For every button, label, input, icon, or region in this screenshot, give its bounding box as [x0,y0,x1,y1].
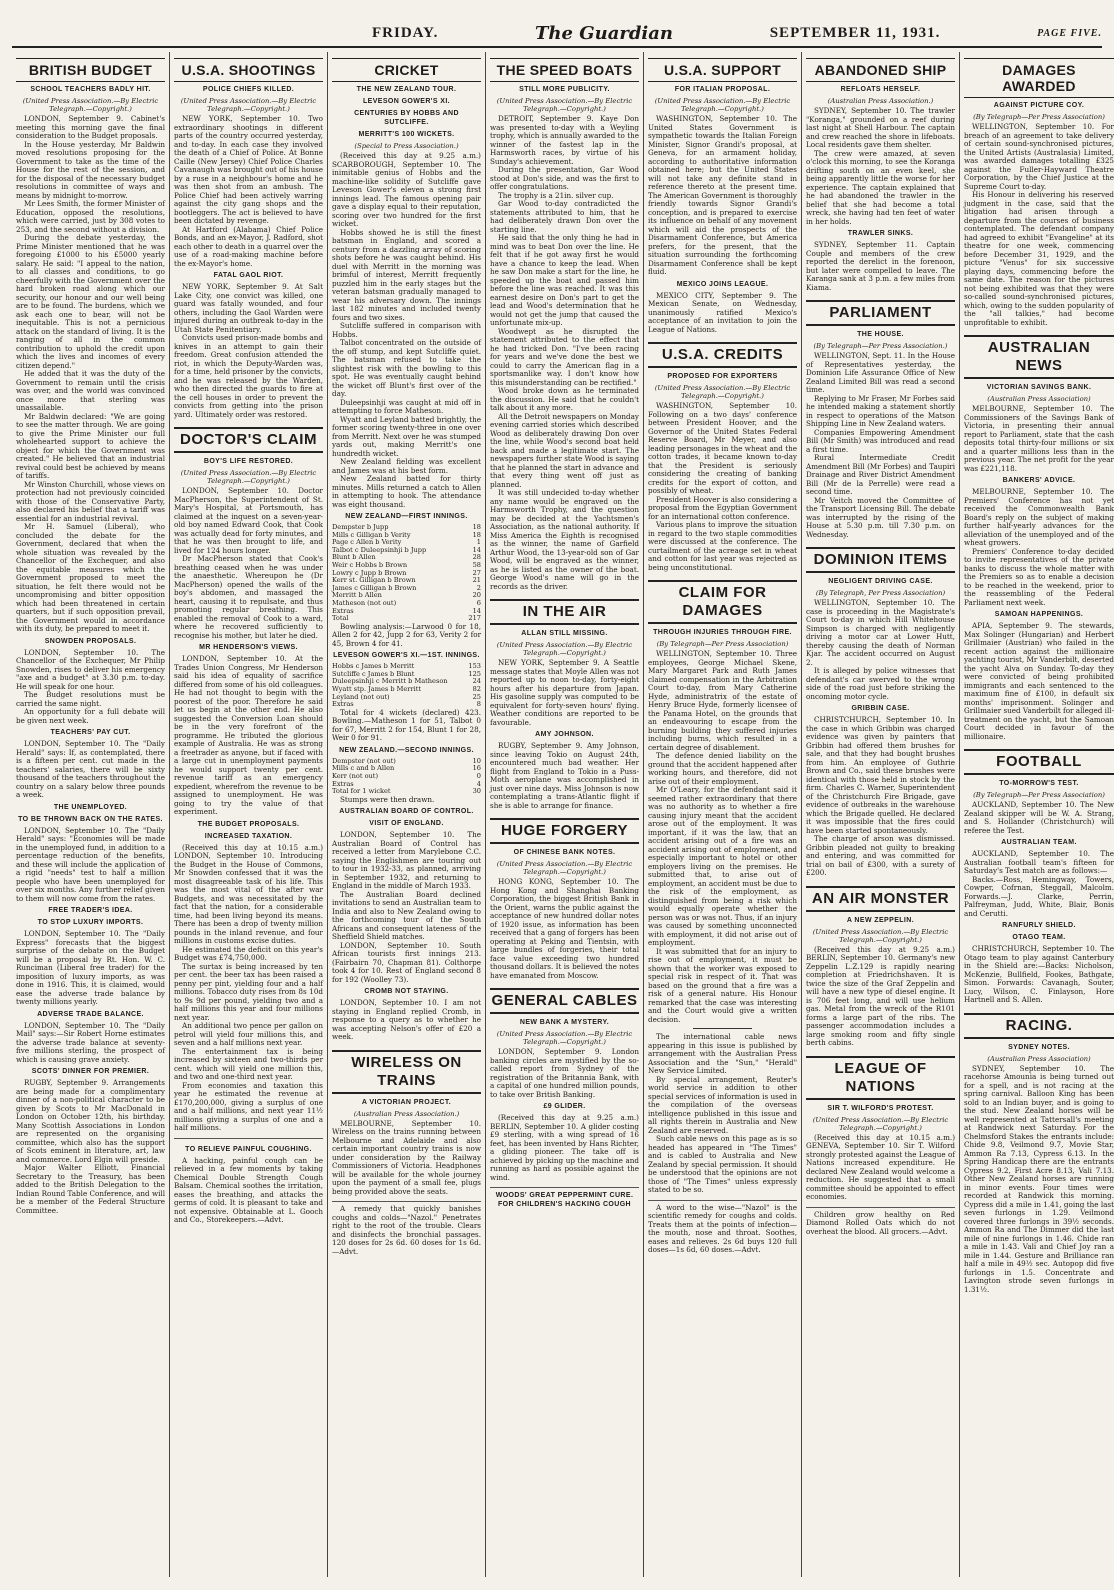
masthead [12,20,1102,48]
article-paragraph: By special arrangement, Reuter's world service in addition to other special services of information is used in the compilation of the overseas intelligence published in this issue and all rights therein in Australia and New Zealand are reserved. [648,1074,797,1135]
article-paragraph: Woodwept as he disrupted the statement attributed to the effect that he had tricked Don. "I've been racing for years and we've done the best we could to carry the American flag in a sportsmanlike way. I don't know how this misunderstanding can be rectified." [490,326,639,387]
article-paragraph: Rural Intermediate Credit Amendment Bill (Mr Forbes) and Taupiri Drainage and River District Amendment Bill (Mr de la Perrelle) were read a second time. [806,453,955,496]
credit-line: (Australian Press Association) [987,1054,1091,1063]
subhead: AMY JOHNSON. [535,731,594,738]
subhead: AUSTRALIAN BOARD OF CONTROL. [339,808,474,816]
article-paragraph: His Honour in delivering his reserved judgment in the case, said that the litigation had arisen through a departure from the courses of business contemplated. The defendant company had agreed to exhibit "Evangeline" at its theatre for one week, commencing before December 31, 1929, and the picture "Venus" for six successive playing days, commencing before the same date. The reason for the pictures not being exhibited was that they were so-called sound-synchronised pictures, which, owing to the sudden popularity of the "all talkies," had become unprofitable to exhibit. [964,190,1114,327]
headline-damages-awarded: DAMAGES AWARDED [964,58,1114,98]
article-paragraph: NEW YORK, September 9. At Salt Lake City, one convict was killed, one guard was fatally wounded, and four others, including the Gaol Warden were injured during an outbreak to-day in the Utah State Penitentiary. [174,282,323,334]
article-paragraph: It was still undecided to-day whether any name would be engraved on the Harmsworth Trophy, and the question may be decided at the Yachtsmen's Association, as the national authority. If Miss America the Eighth is recognised as the winner, the name of Garfield Arthur Wood, the 13-year-old son of Gar Wood, will be engraved as the winner, as he is listed as the owner of the boat. George Wood's name will go in the records as the driver. [490,488,639,591]
article-paragraph: Major Walter Elliott, Financial Secretary to the Treasury, has been added to the British Delegation to the Indian Round Table Conference, and will be a member of the Federal Structure Committee. [16,1163,165,1215]
credit-line: (Australian Press Association.) [353,1109,460,1118]
credit-line: (United Press Association.—By Electric Telegraph.—Copyright.) [180,469,317,485]
advertisement [174,1138,323,1225]
article-paragraph: AUCKLAND, September 10. The Australian football team's fifteen for Saturday's Test match are as follows:— [964,849,1114,875]
divider [693,1028,753,1029]
columns [12,52,1114,1577]
headline-wireless-on-trains: WIRELESS ON TRAINS [332,1050,481,1094]
article-paragraph: Wyatt and Leyland batted brightly, the former scoring twenty-three in one over from Merritt. Next over he was stumped yards out, making Merritt's one hundredth wicket. [332,414,481,458]
table-row: Page c Allen b Verity 1 [332,538,481,547]
headline-usa-support: U.S.A. SUPPORT [648,58,797,82]
table-row: Leyland (not out) 25 [332,692,481,701]
subhead: BANKERS' ADVICE. [1002,477,1076,484]
article-paragraph: During the debate yesterday, the Prime Minister mentioned that he was foregoing £1000 to his £5000 yearly salary. He said: "I appeal to the nation, to all classes and conditions, to go cheerfully with the Government over the hard broken road along which our security, our honour and our well being are to be found. The burdens, which we ask each one to bear, will not be inequitable. This is not a pernicious attack on the standard of living. It is the ranging of all in the common contribution to uphold the credit upon which the lives and incomes of every citizen depend." [16,233,165,370]
subhead: SCHOOL TEACHERS BADLY HIT. [30,86,151,93]
article-paragraph: LONDON, September 10. The "Daily Mail" says:—Sir Robert Horne estimates the adverse trade balance at seventy-five millions sterling, the prospect of which is causing grave anxiety. [16,1020,165,1064]
headline-racing: RACING. [964,1013,1114,1039]
article-paragraph: LONDON, September 10. The Australian Board of Control has received a letter from Marylebone C.C. saying the Englishmen are touring out to tour in 1932-33, as planned, arriving in September 1932, and returning to England in the middle of March 1933. [332,830,481,891]
table-row: Matheson (not out) 6 [332,598,481,607]
article-paragraph: LONDON, September 10. The "Daily Herald" says: If, as contemplated, there is a fifteen per cent. cut made in the teachers' salaries, there will be sixty thousand of the teachers throughout the country on a salary below three pounds a week. [16,739,165,799]
headline-usa-credits: U.S.A. CREDITS [648,342,797,368]
article-paragraph: Replying to Mr Fraser, Mr Forbes said he intended making a statement shortly in respect to operations of the Matson Shipping Line in New Zealand waters. [806,393,955,428]
scorecard-title: LEVESON GOWER'S XI.—1ST. INNINGS. [333,652,480,660]
article-paragraph: WELLINGTON, September 10. Three employees, George Michael Skene, Mary Margaret Park and Ruth James claimed compensation in the Arbitration Court to-day, from Mary Catherine Hyde, administratrix of the estate of Henry Bruce Hyde, formerly licensee of the Panama Hotel, on the grounds that an endeavouring to escape from the burning building they suffered injuries including burns, which resulted in a certain degree of disablement. [648,649,797,752]
credit-line: (United Press Association.—By Electric Telegraph.—Copyright.) [496,97,633,113]
article-paragraph: Total for 4 wickets (declared) 423. Bowling.—Matheson 1 for 51, Talbot 0 for 67, Merritt 2 for 154, Blunt 1 for 28, Weir 0 for 91. [332,707,481,743]
article-paragraph: The entertainment tax is being increased by sixteen and two-thirds per cent. which will yield one million this, and two and one-third next year. [174,1046,323,1081]
table-row: Mills c Gilligan b Verity 18 [332,530,481,539]
article-paragraph: At Hartford (Alabama) Chief Police Bonds, and an ex-Mayor, J. Radford, shot each other to death in a quarrel over the use of a road-making machine before the ex-Mayor's home. [174,224,323,268]
table-row: Extras 8 [332,700,481,709]
article-paragraph: LONDON, September 10. The Chancellor of the Exchequer, Mr Philip Snowden, rises to deliver his emergency "axe and a budget" at 3.30 p.m. to-day. He will speak for one hour. [16,647,165,691]
subhead: TO BE THROWN BACK ON THE RATES. [18,815,163,823]
masthead-page-number: PAGE FIVE. [1037,27,1102,39]
credit-line: (By Telegraph—Per Press Association.) [813,342,948,350]
credit-line: (United Press Association.—By Electric Telegraph.—Copyright.) [654,97,791,113]
article-paragraph: LONDON, September 9. London banking circles are mystified by the so-called report from Sydney of the registration of the Britannia Bank, with a capital of one hundred million pounds, to take over British Banking. [490,1047,639,1099]
table-row: Dempster (not out) 10 [332,756,481,765]
article-paragraph: In the House yesterday, Mr Baldwin moved resolutions proposing for the Government to take as the time of the House for the rest of the session, and for the disposal of the necessary budget resolutions in committee of ways and means by midnight to-morrow. [16,139,165,200]
credit-line: (By Telegraph—Per Press Association) [973,113,1105,121]
article-paragraph: The international cable news appearing in this issue is published by arrangement with the Australian Press Association and the "Sun," "Herald" New Service Limited. [648,1032,797,1075]
article-paragraph: Duleepsinhji was caught at mid off in attempting to force Matheson. [332,397,481,415]
article-paragraph: AUCKLAND, September 10. The New Zealand skipper will be W. A. Strang, and S. Hollander (Christchurch) will referee the Test. [964,800,1114,835]
subhead: MEXICO JOINS LEAGUE. [676,280,769,288]
article-paragraph: MELBOURNE, September 10. The Premiers' Conference has not yet received the Commonwealth Bank Board's reply on the subject of making further half-yearly advances for the alleviation of the unemployed and of the wheat growers. [964,487,1114,547]
headline-abandoned-ship: ABANDONED SHIP [806,58,955,82]
article-paragraph: CHRISTCHURCH, September 10. The Otago team to play against Canterbury in the Shield are:—Backs: Nicholson, McKenzie, Bullfield, Fookes, Bathgate, Simon. Forwards: Cavanagh, Souter, Lucy, Wilson, C. Finlayson, Hore Hartnell and S. Allen. [964,944,1114,1004]
table-row: Talbot c Duleepsinhji b Jupp 14 [332,545,481,554]
credit-line: (Special to Press Association.) [354,142,459,150]
subhead: FATAL GAOL RIOT. [213,272,284,279]
article-paragraph: Wood broke down as he terminated the discussion. He said that he couldn't talk about it any more. [490,386,639,412]
article-paragraph: Mr H. Samuel (Liberal), who concluded the debate for the Government, declared that when the whole situation was revealed by the Chancellor of the Exchequer, and also the equitable measures which the Government proposed to meet the situation, he felt there would not be uncompromising and bitter opposition which had been threatened in certain quarters, but if such opposition prevail, the Government would in accordance with its duty, be prepared to meet it. [16,522,165,633]
credit-line: (By Telegraph—Per Press Association) [656,640,789,648]
subhead: MERRITT'S 100 WICKETS. [358,131,455,138]
subhead: SYDNEY NOTES. [1008,1043,1070,1051]
subhead: RANFURLY SHIELD. [1002,922,1076,929]
table-row: James c Gilligan b Brown 2 [332,583,481,592]
scorecard-table-3 [332,758,481,796]
article-paragraph: The charge of arson was dismissed. Gribbin pleaded not guilty to breaking and entering, and was committed for trial on bail of £300, with a surety of £200. [806,834,955,877]
headline-general-cables: GENERAL CABLES [490,988,639,1014]
table-row: Extras 4 [332,779,481,788]
headline-speed-boats: THE SPEED BOATS [490,58,639,82]
article-paragraph: WELLINGTON, September 10. The case is proceeding in the Magistrate's Court to-day in which Hill Whitehouse Simpson is charged with negligently driving a motor car at Lower Hutt, thereby causing the death of Norman Kjar. The accident occurred on August 2. [806,598,955,667]
column-1 [12,52,170,1577]
article-paragraph: (Received this day at 10.15 a.m.) GENEVA, September 10. Sir T. Wilford strongly protested against the League of Nations increased expenditure. He declared New Zealand would welcome a reduction. He suggested that a small committee should be appointed to effect economies. [806,1132,955,1201]
table-row: Total 217 [332,614,481,623]
headline-claim-for-damages: CLAIM FOR DAMAGES [648,580,797,624]
article-paragraph: MELBOURNE, September 10. Wireless on the trains running between Melbourne and Adelaide and also certain important country trains is now under consideration by the Railway Commissioners of Victoria. Headphones will be available for the whole journey upon the payment of a small fee, plugs being provided above the seats. [332,1118,481,1196]
article-paragraph: MEXICO CITY, September 9. The Mexican Senate, on Wednesday, unanimously ratified Mexico's acceptance of an invitation to join the League of Nations. [648,290,797,334]
subhead: PROPOSED FOR EXPORTERS [667,373,778,380]
table-row: Merritt b Allen 20 [332,591,481,600]
advert-text: A remedy that quickly banishes coughs and colds—"Nazol." Penetrates right to the root of the trouble. Clears and disinfects the bronchial passages. 120 doses for 2s 6d. 60 doses for 1s 6d.—Advt. [332,1201,481,1256]
article-paragraph: Companies Empowering Amendment Bill (Mr Smith) was introduced and read a first time. [806,427,955,454]
subhead: TO STOP LUXURY IMPORTS. [37,919,144,926]
headline-parliament: PARLIAMENT [806,300,955,326]
article-paragraph: WASHINGTON, September 10. The United States Government is sympathetic towards the Italian Foreign Minister, Signor Grandi's proposal, at Geneva, for an armament holiday, according to authoritative information obtained here; but the United States will not take any definite stand in reference thereto at the present time. The American Government is thoroughly friendly towards Signor Grandi's conception, and is prepared to exercise its influence on behalf of any movement which will aid the prospects of the Disarmament Conference, but America prefers, for the present, that the situation surrounding the forthcoming Disarmament Conference shall be kept fluid. [648,114,797,276]
article-paragraph: Mr Lees Smith, the former Minister of Education, opposed the resolutions, which were carried, just by 308 votes to 253, and the second without a division. [16,199,165,234]
article-paragraph: Stumps were then drawn. [340,794,435,804]
table-row: Hobbs c James b Merritt 153 [332,662,481,671]
article-paragraph: NEW YORK, September 10. Two extraordinary shootings in different parts of the country occurred yesterday, and to-day. In each case they involved the death of a Chief of Police. At Bonne Caille (New Jersey) Chief Police Charles Cavanaugh was brought out of his house by a ruse in a neighbour's home and he was then shot from an ambush. The Police Chief had been actively warring against the city gang shops and the bootleggers. The act is believed to have been dictated by revenge. [174,114,323,225]
advert-text: Children grow healthy on Red Diamond Rolled Oats which do not overheat the blood. All grocers.—Advt. [806,1207,955,1237]
advert-text: A hacking, painful cough can be relieved in a few moments by taking Chemical Double Strength Cough Balsam. Chemical soothes the irritation, eases the breathing, and attacks the germs of cold. It is pleasant to take and not expensive. Obtainable at L. Gooch and Co., Storekeepers.—Advt. [174,1155,323,1224]
article-paragraph: Mr Veitch moved the Committee of the Transport Licensing Bill. The debate was interrupted by the rising of the House at 5.30 p.m. till 7.30 p.m. on Wednesday. [806,495,955,539]
article-paragraph: He estimated the deficit on this year's Budget was £74,750,000. [174,944,323,962]
scorecard-title: NEW ZEALAND.—SECOND INNINGS. [339,746,474,754]
masthead-day: FRIDAY. [372,24,439,41]
article-paragraph: Convicts used prison-made bombs and knives in an attempt to gain their freedom. Great confusion attended the riot, in which the Deputy-Warden was, for a time, held prisoner by the convicts, and he was released by the Warden, who then directed the guards to fire at the cell houses in order to prevent the convicts from getting into the prison yard. Ultimately order was restored. [174,333,323,419]
credit-line: (United Press Association.—By Electric Telegraph.—Copyright.) [496,1030,633,1046]
article-paragraph: LONDON, September 9. Cabinet's meeting this morning gave the final consideration to the Budget proposals. [16,114,165,140]
table-row: Extras 14 [332,606,481,615]
subhead: ALLAN STILL MISSING. [521,630,608,637]
subhead: TEACHERS' PAY CUT. [50,729,131,736]
article-paragraph: The Australian Board declined invitations to send an Australian team to India and also to New Zealand owing to the forthcoming tour of the South Africans and consequent lateness of the Sheffield Shield matches. [332,889,481,942]
subhead: CENTURIES BY HOBBS AND SUTCLIFFE. [354,110,459,126]
article-paragraph: From economies and taxation this year he estimated the revenue at £170,200,000, giving a surplus of one and a half millions, and next year 11½ millions giving a surplus of one and a half millions. [174,1080,323,1132]
subhead: INCREASED TAXATION. [204,832,293,840]
article-paragraph: Gar Wood to-day contradicted the statements attributed to him, that he had deliberately drawn Don over the starting line. [490,199,639,234]
article-paragraph: LONDON, September 10. Doctor MacPherson, the Superintendent of St. Mary's Hospital, at Portsmouth, has claimed at the inquest on a seven-year-old boy named Edward Cook, that Cook was actually dead for forty minutes, and that he was then brought to life, and lived for 124 hours longer. [174,486,323,555]
article-paragraph: Bowling analysis:—Larwood 0 for 18, Allen 2 for 42, Jupp 2 for 63, Verity 2 for 45, Brown 4 for 41. [332,621,481,648]
article-paragraph: LONDON, September 10. The "Daily Express" forecasts that the biggest surprise of the debate on the Budget will be a proposal by Rt. Hon. W. C. Runciman (Liberal free trader) for the imposition of luxury imports, as was done in 1916. This, it is claimed, would ease the adverse trade balance by twenty millions yearly. [16,929,165,1006]
article-paragraph: The crew were amazed, at seven o'clock this morning, to see the Koranga drifting south on an even keel, she being apparently little the worse for her experience. The captain explained that he had abandoned the trawler in the belief that she had become a total wreck, she having had ten feet of water in her holds. [806,148,955,226]
subhead: NEW BANK A MYSTERY. [519,1019,610,1026]
subhead: AGAINST PICTURE COY. [993,102,1085,109]
column-2 [170,52,328,1577]
subhead: SAMOAN HAPPENINGS. [994,611,1084,618]
credit-line: (United Press Association.—By Electric Telegraph.—Copyright.) [654,384,791,400]
article-paragraph: The defence denied liability on the ground that the accident happened after working hours, and therefore, did not arise out of their employment. [648,751,797,786]
article-paragraph: WELLINGTON, September 10. For breach of an agreement to take delivery of certain sound-synchronised pictures, the United Artists (Australasia) Limited, was awarded damages totalling £325 against the Fuller-Hayward Theatre Corporation, by the Chief Justice at the Supreme Court to-day. [964,122,1114,191]
article-paragraph: WASHINGTON, September 10. Following on a two days' conference between President Hoover, and the Governor of the United States Federal Reserve Board, Mr Meyer, and also leading personages in the wheat and the cotton trades, it became known to-day that the President is seriously considering the creating of banking credits for the export of cotton, and possibly of wheat. [648,401,797,495]
subhead: THE HOUSE. [857,331,904,338]
column-6 [802,52,960,1577]
subhead: THE BUDGET PROPOSALS. [197,820,300,828]
article-paragraph: SYDNEY, September 10. The racehorse Amounia is being turned out for a spell, and is not racing at the spring carnival. Balloon King has been sold to an Indian buyer, and is going to the stud. New Zealand horses will be well represented at Tattersall's meeting at Randwick next Saturday. For the Chelmsford Stakes the entrants include: Chide 9.8, Veilmond 9.7, Movie Star, Ammon Ra 7.13, Cypress 6.13. In the Spring Handicap there are the entrants Cypress 9.2, First Acre 8.13, Vali 7.13. Other New Zealand horses are running in minor events. Four times were recorded at Randwick this morning. Cypress did a mile in 1.41, going the last seven furlongs in 1.29. Veilmond covered three furlongs in 39½ seconds. Ammon Ra and The Dimmer did the last mile of nine furlongs in 1.46. Chide ran a mile in 1.43. Vali and Chief Joy ran a mile in 1.44. Gesture and Brilliance ran half a mile in 49½ sec. Autopop did five furlongs in 1.5. Concentrate and Lavington strode seven furlongs in 1.31½. [964,1063,1114,1294]
article-paragraph: New Zealand fielding was excellent and James was at his best form. [332,457,481,475]
table-row: Mills c and b Allen 16 [332,764,481,773]
article-paragraph: (Received this day at 9.25 a.m.) BERLIN, September 10. Germany's new Zeppelin L.Z.129 is rapidly nearing completion at Friedrichshaven. It is twice the size of the Graf Zeppelin and will have a new type of diesel engine. It is 706 feet long, and will use helium gas. Metal from the wreck of the R101 forms a large part of the ribs. The passenger accommodation includes a large smoking room and fifty single berth cabins. [806,944,955,1047]
article-paragraph: It was submitted that for an injury to rise out of employment, it must be shown that the worker was exposed to special risk in respect of it. That was based on the ground that a fire was a risk of a general nature. His Honour remarked that the case was interesting and the Court would give a written decision. [648,946,797,1024]
article-paragraph: LONDON, September 10. I am not staying in England replied Cromb, in response to a query as to whether he was accepting Nelson's offer of £20 a week. [332,998,481,1042]
subhead: NEGLIGENT DRIVING CASE. [828,578,933,585]
table-row: Sutcliffe c James b Blunt 125 [332,669,481,678]
headline-in-the-air: IN THE AIR [490,599,639,625]
headline-football: FOOTBALL [964,749,1114,775]
advert-headline: TO RELIEVE PAINFUL COUGHING. [185,1145,312,1153]
credit-line: (United Press Association.—By Electric Telegraph.—Copyright.) [180,97,317,113]
credit-line: (United Press Association.—By Electric Telegraph.—Copyright.) [496,860,633,876]
column-5 [644,52,802,1577]
article-paragraph: He added that it was the duty of the Government to remain until the crisis was over, and the world was convinced once more that sterling was unassailable. [16,369,165,412]
headline-cricket: CRICKET [332,58,481,82]
headline-australian-news: AUSTRALIAN NEWS [964,335,1114,379]
table-row: Dempster b Jupp 18 [332,523,481,531]
article-paragraph: Mr Winston Churchill, whose views on protection had not previously coincided with those of the Conservative Party, also declared his belief that a tariff was essential for an industrial revival. [16,479,165,523]
credit-line: (United Press Association.—By Electric Telegraph.—Copyright.) [496,641,633,657]
credit-line: (Australian Press Association.) [827,97,934,105]
table-row: Lowry c Jupp b Brown 27 [332,568,481,577]
article-paragraph: An additional two pence per gallon on petrol will yield four millions this, and seven and a half millions next year. [174,1021,323,1047]
subhead: THE NEW ZEALAND TOUR. [356,86,457,93]
column-7 [960,52,1114,1577]
article-paragraph: Backs.—Ross, Hemingway, Towers, Cowper, Cofrnan, Steggall, Malcolm. Forwards.—J. Clarke, Perrin, Palfreyman, Judd, White, Blair, Bonis and Cerutti. [964,874,1114,918]
article-paragraph: Sutcliffe suffered in comparison with Hobbs. [332,321,481,339]
article-paragraph: Mr O'Leary, for the defendant said it seemed rather extraordinary that there was no authority as to whether a fire causing injury meant that the accident arose out of the employment. It was important, if it was the law, that an accident arising out of a fire was an accident arising out of employment, and especially important to hotel or other employers living on the premises. He submitted that, to arise out of employment, an accident must be due to the risk of the employment, as distinguished from being a risk which would equally operate whether the person was or was not. Thus, if an injury was caused by something unconnected with employment, it did not arise out of employment. [648,785,797,947]
credit-line: (United Press Association.—By Electric Telegraph.—Copyright.) [22,97,159,113]
subhead: £9 GLIDER. [543,1103,586,1110]
article-paragraph: Various plans to improve the situation in regard to the two staple commodities were discussed at the conference. The curtailment of the acreage set in wheat and cotton for last year was rejected as being unconstitutional. [648,520,797,572]
subhead: ADVERSE TRADE BALANCE. [37,1010,144,1018]
article-paragraph: He said that the only thing he had in mind was to beat Don over the line. He felt that if he got away first he would have a chance to keep the lead. When he saw Don make a start for the line, he speeded up the boat and passed him before the line was reached. It was this earnest desire on Don's part to get the lead and Wood's determination that he would not get the jump that caused the unfortunate mix-up. [490,233,639,327]
credit-line: (Australian Press Association) [987,395,1091,403]
article-paragraph: DETROIT, September 9. Kaye Don was presented to-day with a Weyling trophy, which is annually awarded to the winner of the fastest lap in the Harmsworth races, by virtue of his Sunday's achievement. [490,114,639,166]
credit-line: (By Telegraph—Per Press Association) [973,791,1105,799]
article-paragraph: Mr Baldwin declared: "We are going to see the matter through. We are going to give the Prime Minister our full wholehearted support to achieve the object for which the Government was created." He believed that an industrial revival could best be achieved by means of tariffs. [16,411,165,480]
advert-text: A word to the wise—"Nazol" is the scientific remedy for coughs and colds. Treats them at the points of infection—the mouth, nose and throat. Soothes, eases and relieves. 2s 6d buys 120 full doses—1s 6d, 60 doses.—Advt. [648,1200,797,1255]
subhead: THROUGH INJURIES THROUGH FIRE. [653,629,792,636]
headline-air-monster: AN AIR MONSTER [806,886,955,912]
subhead: FREE TRADER'S IDEA. [48,907,133,914]
article-paragraph: WELLINGTON, Sept. 11. In the House of Representatives yesterday, the Dominion Life Assurance Office of New Zealand Limited Bill was read a second time. [806,351,955,394]
article-paragraph: The surtax is being increased by ten per cent. the beer tax has been raised a penny per pint, yielding four and a half millions. Tobacco duty rises from 8s 10d to 9s 9d per pound, yielding two and a half millions this year and four millions next year. [174,961,323,1022]
headline-usa-shootings: U.S.A. SHOOTINGS [174,58,323,82]
subhead: OTAGO TEAM. [1012,934,1066,941]
article-paragraph: President Hoover is also considering a proposal from the Egyptian Government for an international cotton conference. [648,494,797,521]
subhead: GRIBBIN CASE. [851,705,910,712]
subhead: STILL MORE PUBLICITY. [519,86,610,93]
article-paragraph: LONDON, September 10. South African tourists first innings 213. (Fairbairn 70, Chapman 81). Colthorpe took 4 for 10. Rest of England second 8 for 192 (Woolley 73). [332,940,481,984]
subhead: MR HENDERSON'S VIEWS. [199,644,298,651]
article-paragraph: LONDON, September 10. The "Daily Herald" says: "Economies will be made in the unemployed fund, in addition to a percentage reduction of the benefits, and these will include the application of a rigid "needs" test to half a million people who have been unemployed for over six months. Any further relief given to them will now come from the rates. [16,825,165,903]
article-paragraph: It is alleged by police witnesses that defendant's car swerved to the wrong side of the road just before striking the oncoming motor cycle. [806,666,955,701]
article-paragraph: The Budget resolutions must be carried the same night. [16,690,165,708]
article-paragraph: LONDON, September 10. At the Trades Union Congress, Mr Henderson said his idea of equality of sacrifice differed from some of his old colleagues. He had not thought to begin with the poorest of the poor. Therefore he said let us begin at the other end. He also suggested the Conversion Loan should be in the very forefront of the programme. He tributed the glorious example of Australia. He was as strong a freetrader as anyone, but if faced with a large cut in unemployment payments he would support twenty per cent. revenue tariff as an emergency expedient, wherefrom the revenue to be assigned to unemployment. He was going to try the value of that experiment. [174,654,323,816]
article-paragraph: Hobbs showed he is still the finest batsman in England, and scored a century from a dazzling array of scoring shots before he was caught behind. His duel with Merritt in the morning was brimful of interest, Merritt frequently puzzled him in the early stages but the veteran batsman gradually managed to wear his adversary down. The innings last 182 minutes and included twenty fours and two sixes. [332,227,481,322]
article-paragraph: The trophy is a 21in. silver cup. [498,190,614,200]
table-row: Total for 1 wicket 30 [332,787,481,796]
article-paragraph: Dr MacPherson stated that Cook's breathing ceased when he was under the anaesthetic. Whereupon he (Dr MacPherson) opened the walls of the boy's abdomen, and massaged the heart, causing it to repulsate, and thus promoting regular breathing. This enabled the removal of Cook to a ward, where he recovered sufficiently to recognise his mother, but later he died. [174,554,323,640]
article-paragraph: (Received this day at 10.15 a.m.) LONDON, September 10. Introducing the Budget in the House of Commons, Mr Snowden confessed that it was the most disagreeable task of his life. This was the most vital of the after war Budgets, and was necessitated by the fact that the nation, for a considerable time, had been living beyond its means. There has been a drop of twenty million pounds in the inland revenue, and four millions in customs excise duties. [174,842,323,945]
table-row: Kerr (not out) 0 [332,771,481,780]
article-paragraph: MELBOURNE, September 10. The Commissioners of the Savings Bank of Victoria, in presenting their annual report to Parliament, state that the cash deposits total thirty-four millions or six and a quarter millions less than in the previous year. The net profit for the year was £221,118. [964,404,1114,473]
subhead: TO-MORROW'S TEST. [999,780,1079,787]
subhead: TRAWLER SINKS. [847,230,914,237]
column-4 [486,52,644,1577]
article-paragraph: (Received this day at 9.25 a.m.) BERLIN, September 10. A glider costing £9 sterling, with a wing spread of 16 feet, has been invented by Hans Richter, a gliding pioneer. The take off is achieved by picking up the machine and running as hard as possible against the wind. [490,1113,639,1182]
article-paragraph: RUGBY, September 9. Amy Johnson, since leaving Tokio on August 24th, encountered much bad weather. Her flight from England to Tokio in a Puss-Moth aeroplane was accomplished in just over nine days. Miss Johnson is now contemplating a trans-Atlantic flight if she is able to arrange for finance. [490,741,639,810]
credit-line: (United Press Association.—By Electric Telegraph.—Copyright.) [812,927,949,944]
article-paragraph: SYDNEY, September 10. The trawler "Koranga," grounded on a reef during last night at Shell Harbour. The captain and crew reached the shore in lifeboats. Local residents gave them shelter. [806,106,955,149]
article-paragraph: Talbot concentrated on the outside of the off stump, and kept Sutcliffe quiet. The batsman refused to take the slightest risk with the bowling to this spot. He was eventually caught behind the wicket off Blunt's first over of the day. [332,338,481,398]
subhead: POLICE CHIEFS KILLED. [202,86,295,93]
headline-dominion-items: DOMINION ITEMS [806,547,955,573]
scorecard-table-1 [332,524,481,623]
article-paragraph: During the presentation, Gar Wood stood at Don's side, and was the first to offer congratulations. [490,165,639,191]
article-paragraph: Premiers' Conference to-day decided to invite representatives of the private banks to discuss the whole matter with the Premiers so as to enable a decision to be reached in the weekend, prior to the reassembling of the Federal Parliament next week. [964,546,1114,607]
article-paragraph: SYDNEY, September 11. Captain Couple and members of the crew reported the derelict in the forenoon, but later were compelled to leave. The Karanga sank at 3 p.m. a few miles from Kiama. [806,240,955,292]
article-paragraph: NEW YORK, September 9. A Seattle message states that Moyle Allen was not reported up to noon to-day, forty-eight hours after his departure from Japan. His gasoline supply was computed to be equivalent for forty-seven hours' flying. Weather conditions are reported to be favourable. [490,658,639,727]
advert-headline: WOODS' GREAT PEPPERMINT CURE. FOR CHILDREN'S HACKING COUGH [490,1187,639,1209]
article-paragraph: RUGBY, September 9. Arrangements are being made for a complimentary dinner of a non-political character to be given by Scots to Mr MacDonald in London on October 12th, his birthday. Many Scottish Associations in London are represented on the organising committee, which also has the support of Scots eminent in literature, art, law and commerce. Lord Elgin will preside. [16,1078,165,1164]
subhead: CROMB NOT STAYING. [364,988,449,996]
credit-line: (United Press Association.—By Electric Telegraph.—Copyright.) [812,1115,949,1132]
table-row: Wyatt stp. James b Merritt 82 [332,685,481,693]
headline-british-budget: BRITISH BUDGET [16,58,165,82]
headline-league-of-nations: LEAGUE OF NATIONS [806,1056,955,1100]
headline-doctors-claim: DOCTOR'S CLAIM [174,427,323,453]
masthead-date: SEPTEMBER 11, 1931. [769,24,941,41]
subhead: THE UNEMPLOYED. [53,803,128,811]
table-row: Weir c Hobbs b Brown 58 [332,560,481,569]
column-3 [328,52,486,1577]
subhead: BOY'S LIFE RESTORED. [203,458,294,465]
subhead: A VICTORIAN PROJECT. [361,1098,452,1106]
scorecard-title: NEW ZEALAND—FIRST INNINGS. [345,513,468,520]
subhead: FOR ITALIAN PROPOSAL. [674,86,771,93]
subhead: SIR T. WILFORD'S PROTEST. [827,1104,934,1112]
article-paragraph: CHRISTCHURCH, September 10. In the case in which Gribbin was charged evidence was given by painters that Gribbin had offered them brushes for sale, and that they had bought brushes from him. An employee of Guthrie Brown and Co., said these brushes were identical with those held in stock by the firm. Charles C. Warner, Superintendent of the Christchurch Fire Brigade, gave evidence of outbreaks in the warehouse which the Brigade quelled. He declared it was impossible that the fires could have been started spontaneously. [806,715,955,835]
article-paragraph: All the Detroit newspapers on Monday evening carried stories which described Wood as deliberately drawing Don over the line, while Wood's second boat held back and made a legitimate start. The newspapers further state Wood is saying that he planned the start in advance and that every thing went off just as planned. [490,411,639,489]
table-row: Duleepsinhji c Merritt b Matheson 24 [332,677,481,686]
subhead: OF CHINESE BANK NOTES. [513,849,616,856]
subhead: LEVESON GOWER'S XI. [362,98,451,105]
article-paragraph: HONG KONG, September 10. The Hong Kong and Shanghai Banking Corporation, the biggest British Bank in the Orient, warns the public against the acceptance of new hundred dollar notes of 1920 issue, as information has been received that a gang of forgers has been operating at Peking and Tientsin, with large bundles of forgeries, their total face value exceeding two hundred thousand dollars. It is believed the notes have emanated from Moscow. [490,877,639,980]
article-paragraph: (Received this day at 9.25 a.m.) SCARBOROUGH, September 10. The inimitable genius of Hobbs and the machine-like solidity of Sutcliffe gave Leveson Gower's eleven a strong first innings lead. The famous opening pair gave a display equal to their reputation, scoring over two hundred for the first wicket. [332,151,481,228]
subhead: VISIT OF ENGLAND. [369,820,444,828]
masthead-paper-name: The Guardian [535,22,674,44]
headline-huge-forgery: HUGE FORGERY [490,818,639,844]
subhead: SNOWDEN PROPOSALS. [44,637,137,645]
subhead: VICTORIAN SAVINGS BANK. [986,384,1092,391]
table-row: Blunt b Allen 28 [332,553,481,562]
credit-line: (By Telegraph, Per Press Association) [815,589,946,597]
table-row: Kerr st. Gilligan b Brown 21 [332,576,481,585]
subhead: SCOTS' DINNER FOR PREMIER. [31,1068,150,1075]
article-paragraph: An opportunity for a full debate will be given next week. [16,707,165,725]
article-paragraph: Such cable news on this page as is so headed has appeared in "The Times" and is cabled to Australia and New Zealand by special permission. It should be understood that the opinions are not those of "The Times" unless expressly stated to be so. [648,1134,797,1194]
subhead: REFLOATS HERSELF. [840,86,921,93]
subhead: AUSTRALIAN TEAM. [1001,839,1077,846]
article-paragraph: New Zealand batted for thirty minutes. Mills returned a catch to Allen in attempting to hook. The attendance was eight thousand. [332,474,481,509]
article-paragraph: APIA, September 9. The stewards, Max Solinger (Hungarian) and Herbert Grillmaier (Austrian) who failed in the recent action against the millionaire yachting tourist, Mr Vanderbilt, deserted the yacht Alva on Sunday. To-day they were convicted of being prohibited immigrants and each sentenced to the maximum fine of £100, in default six months' imprisonment. Solinger and Grillmaier sued Vanderbilt for alleged ill-treatment on the yacht, but the Samoan Court decided in favour of the millionaire. [964,621,1114,741]
subhead: A NEW ZEPPELIN. [846,916,915,924]
scorecard-table-2 [332,663,481,709]
